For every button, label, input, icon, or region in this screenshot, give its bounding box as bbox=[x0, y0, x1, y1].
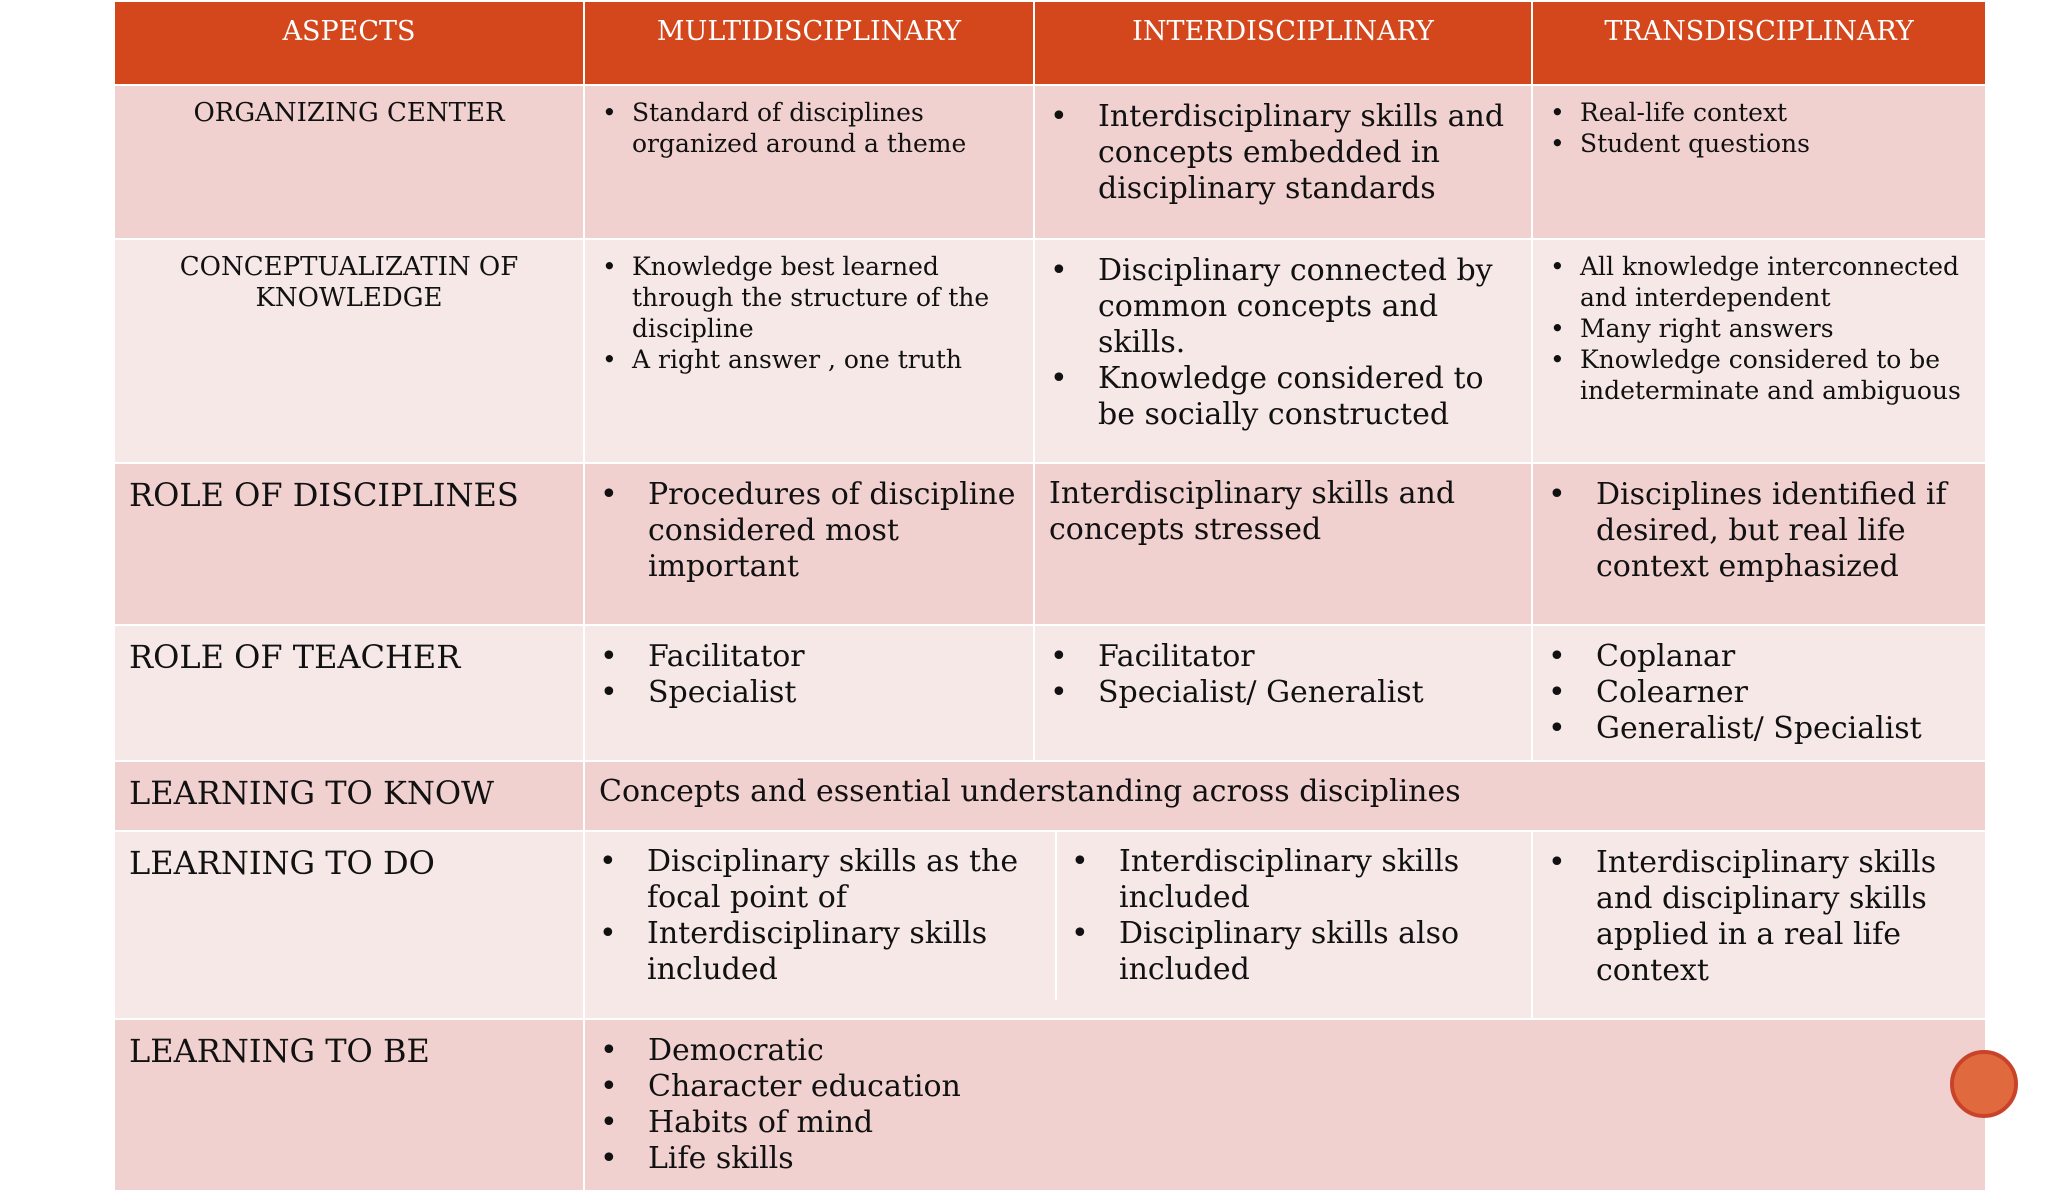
aspect-cell bbox=[114, 463, 584, 625]
list-item: • Habits of mind bbox=[600, 1105, 1970, 1141]
list-item: • Life skills bbox=[600, 1141, 1970, 1177]
inter-subcell bbox=[1057, 832, 1531, 1000]
trans-cell bbox=[1532, 625, 1986, 761]
aspect-cell bbox=[114, 761, 584, 831]
merged-cell bbox=[584, 761, 1986, 831]
list-item: • Interdisciplinary skills and concepts embedded in disciplinary standards bbox=[1050, 99, 1516, 207]
cell-text: Interdisciplinary skills and concepts stressed bbox=[1049, 476, 1456, 547]
list-item: • Specialist bbox=[600, 675, 1018, 711]
aspect-cell bbox=[114, 625, 584, 761]
table-row bbox=[114, 761, 1986, 831]
list-item: • Disciplines identified if desired, but real life context emphasized bbox=[1548, 477, 1970, 585]
inter-cell bbox=[1034, 463, 1532, 625]
multi-cell bbox=[584, 239, 1034, 463]
multi-subcell bbox=[585, 832, 1057, 1000]
bullet-list bbox=[1534, 465, 1984, 597]
cell-text: Concepts and essential understanding across disciplines bbox=[599, 774, 1461, 809]
trans-cell bbox=[1532, 463, 1986, 625]
list-item: • Disciplinary skills as the focal point of bbox=[599, 844, 1041, 916]
list-item: • Real-life context bbox=[1550, 97, 1972, 128]
header-transdisciplinary: TRANSDISCIPLINARY bbox=[1532, 1, 1986, 85]
header-row bbox=[114, 1, 1986, 85]
list-item: • Interdisciplinary skills included bbox=[1071, 844, 1517, 916]
header-multidisciplinary: MULTIDISCIPLINARY bbox=[584, 1, 1034, 85]
table-row bbox=[114, 85, 1986, 239]
bullet-list bbox=[586, 627, 1032, 723]
inter-cell bbox=[1034, 625, 1532, 761]
bullet-list bbox=[586, 465, 1032, 597]
trans-cell bbox=[1532, 85, 1986, 239]
list-item: • Democratic bbox=[600, 1033, 1970, 1069]
aspect-cell bbox=[114, 1019, 584, 1191]
list-item: • Character education bbox=[600, 1069, 1970, 1105]
bullet-list bbox=[1534, 87, 1984, 169]
list-item: • Interdisciplinary skills included bbox=[599, 916, 1041, 988]
bullet-list bbox=[586, 241, 1032, 385]
aspect-label: ROLE OF DISCIPLINES bbox=[129, 476, 519, 514]
list-item: • Standard of disciplines organized around a theme bbox=[602, 97, 1020, 159]
aspect-label: LEARNING TO DO bbox=[129, 844, 435, 882]
header-aspects: ASPECTS bbox=[114, 1, 584, 85]
aspect-cell bbox=[114, 85, 584, 239]
multi-cell bbox=[584, 625, 1034, 761]
table-row bbox=[114, 1019, 1986, 1191]
list-item: • Facilitator bbox=[600, 639, 1018, 675]
list-item: • Disciplinary skills also included bbox=[1071, 916, 1517, 988]
list-item: • Disciplinary connected by common concepts and skills. bbox=[1050, 253, 1516, 361]
bullet-list bbox=[585, 832, 1055, 1000]
list-item: • Coplanar bbox=[1548, 639, 1970, 675]
inter-cell bbox=[1034, 85, 1532, 239]
list-item: • Facilitator bbox=[1050, 639, 1516, 675]
aspect-cell bbox=[114, 239, 584, 463]
list-item: • Specialist/ Generalist bbox=[1050, 675, 1516, 711]
list-item: • Many right answers bbox=[1550, 313, 1972, 344]
list-item: • Interdisciplinary skills and disciplinary skills applied in a real life context bbox=[1548, 845, 1970, 989]
table-row bbox=[114, 831, 1986, 1019]
trans-cell bbox=[1532, 239, 1986, 463]
aspect-label: LEARNING TO KNOW bbox=[129, 774, 494, 812]
bullet-list bbox=[1057, 832, 1531, 1000]
list-item: • Generalist/ Specialist bbox=[1548, 711, 1970, 747]
list-item: • Procedures of discipline considered most important bbox=[600, 477, 1018, 585]
list-item: • All knowledge interconnected and interdependent bbox=[1550, 251, 1972, 313]
decorative-circle bbox=[1950, 1050, 2018, 1118]
multi-cell bbox=[584, 463, 1034, 625]
aspect-label: CONCEPTUALIZATIN OF bbox=[179, 252, 519, 282]
comparison-table bbox=[113, 0, 1987, 1192]
bullet-list bbox=[1534, 241, 1984, 416]
aspect-cell bbox=[114, 831, 584, 1019]
bullet-list bbox=[586, 87, 1032, 169]
bullet-list bbox=[1534, 833, 1984, 1001]
list-item: • Knowledge considered to be socially constructed bbox=[1050, 361, 1516, 433]
inter-cell bbox=[1034, 239, 1532, 463]
aspect-label: KNOWLEDGE bbox=[255, 283, 443, 314]
list-item: • Colearner bbox=[1548, 675, 1970, 711]
list-item: • Knowledge best learned through the structure of the discipline bbox=[602, 251, 1020, 344]
table-row bbox=[114, 463, 1986, 625]
multi-inter-cell bbox=[584, 831, 1532, 1019]
bullet-list bbox=[1036, 241, 1530, 445]
list-item: • Knowledge considered to be indeterminate and ambiguous bbox=[1550, 344, 1972, 406]
multi-cell bbox=[584, 85, 1034, 239]
trans-cell bbox=[1532, 831, 1986, 1019]
bullet-list bbox=[1036, 87, 1530, 219]
aspect-label: ROLE OF TEACHER bbox=[129, 638, 461, 676]
aspect-label: ORGANIZING CENTER bbox=[193, 98, 505, 128]
list-item: • A right answer , one truth bbox=[602, 344, 1020, 375]
aspect-label: LEARNING TO BE bbox=[129, 1032, 430, 1070]
header-interdisciplinary: INTERDISCIPLINARY bbox=[1034, 1, 1532, 85]
table-row bbox=[114, 625, 1986, 761]
merged-cell bbox=[584, 1019, 1986, 1191]
bullet-list bbox=[1534, 627, 1984, 759]
table-row bbox=[114, 239, 1986, 463]
bullet-list bbox=[1036, 627, 1530, 723]
list-item: • Student questions bbox=[1550, 128, 1972, 159]
bullet-list bbox=[586, 1021, 1984, 1189]
